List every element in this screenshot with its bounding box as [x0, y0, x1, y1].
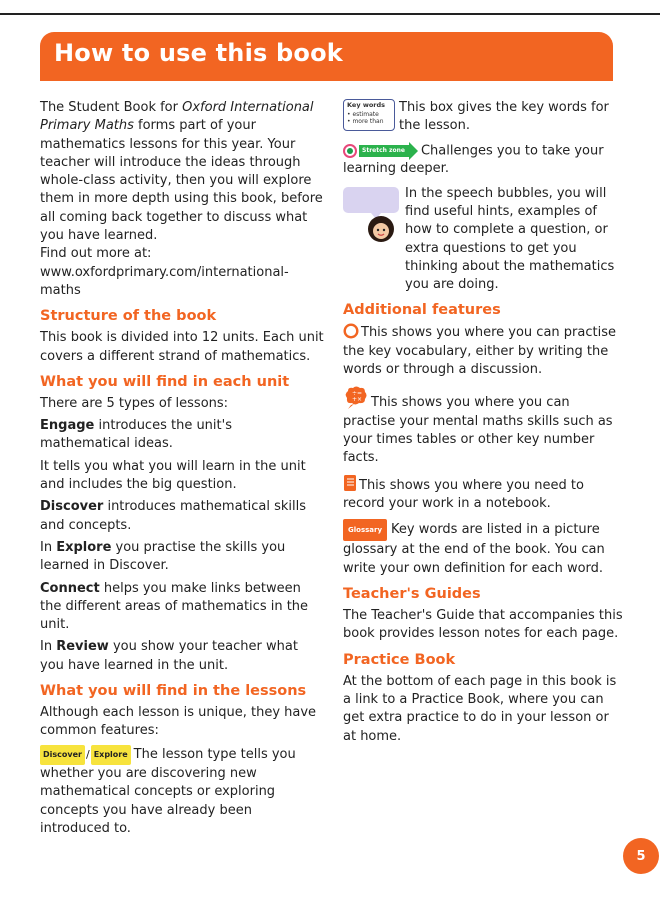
speech-ring-icon — [343, 323, 359, 339]
target-icon — [343, 144, 357, 158]
svg-text:=: = — [357, 390, 363, 398]
lessons-heading: What you will find in the lessons — [40, 683, 307, 700]
glossary-feature: Glossary Key words are listed in a picture glossary at the end of the book. You can write your own definition for each word. — [343, 519, 623, 578]
structure-heading: Structure of the book — [40, 308, 217, 325]
keywords-box: Key words • estimate • more than — [343, 99, 395, 131]
stretch-zone-badge — [343, 142, 418, 160]
units-heading: What you will find in each unit — [40, 373, 290, 390]
keywords-feature — [343, 99, 623, 136]
tag-separator: / — [85, 747, 90, 761]
connect-item: Connect helps you make links between the different areas of mathematics in the unit. — [40, 580, 309, 633]
svg-text:×: × — [357, 396, 363, 404]
arrow-head-icon — [409, 142, 418, 160]
title-banner — [40, 32, 613, 81]
svg-text:÷: ÷ — [352, 390, 358, 398]
teachers-text: The Teacher's Guide that accompanies this book provides lesson notes for each page. — [343, 608, 623, 642]
discover-tag: Discover — [40, 745, 85, 765]
keywords-text: This box gives the key words for the lesson. — [399, 100, 609, 134]
talk-feature: This shows you where you can practise the key vocabulary, either by writing the words or through a discussion. — [343, 325, 616, 378]
lesson-type-item: Discover / Explore The lesson type tells you whether you are discovering new mathematical concepts or exploring concepts you have already been introduced to. — [40, 746, 296, 836]
notebook-feature: This shows you where you need to record your work in a notebook. — [343, 474, 623, 514]
explore-tag: Explore — [91, 745, 131, 765]
mental-maths-icon — [343, 385, 369, 409]
practice-text: At the bottom of each page in this book is a link to a Practice Book, where you can get extra practice to do in your lesson or at home. — [343, 673, 617, 744]
engage-item: Engage introduces the unit's mathematical ideas. — [40, 418, 232, 452]
engage-item-2: It tells you what you will learn in the unit and includes the big question. — [40, 458, 306, 493]
speech-text: In the speech bubbles, you will find useful hints, examples of how to complete a question, or extra questions to get you thinking about the mathematics you are doing. — [405, 185, 615, 293]
stretch-feature: Stretch zone Challenges you to take your learning deeper. — [343, 143, 604, 177]
glossary-tag: Glossary — [343, 519, 387, 541]
notebook-icon — [343, 474, 357, 492]
intro-link: Find out more at: www.oxfordprimary.com/international-maths — [40, 246, 289, 298]
discover-item: Discover introduces mathematical skills and concepts. — [40, 499, 307, 533]
teachers-heading: Teacher's Guides — [343, 586, 481, 603]
top-rule — [0, 13, 660, 15]
structure-text: This book is divided into 12 units. Each unit covers a different strand of mathematics. — [40, 330, 324, 364]
explore-item: In Explore you practise the skills you learned in Discover. — [40, 539, 286, 574]
intro-paragraph: The Student Book for Oxford International Primary Maths forms part of your mathematics lessons for this year. Your teacher will introduce the ideas through whole-class activity, then you will explore them in more depth using this book, before all coming back together to discuss what you have learned. — [40, 100, 323, 244]
page-number: 5 — [623, 838, 659, 874]
right-column — [343, 99, 623, 746]
speech-bubble-icon — [343, 187, 399, 213]
page-title: How to use this book — [54, 39, 343, 67]
mental-feature: ÷ = + × This shows you where you can practise your mental maths skills such as your times tables or other key number facts. — [343, 385, 623, 467]
stretch-zone-label: Stretch zone — [359, 145, 409, 157]
speech-feature — [343, 185, 623, 295]
units-intro: There are 5 types of lessons: — [40, 395, 229, 411]
child-avatar-icon — [367, 215, 395, 243]
lessons-intro: Although each lesson is unique, they have common features: — [40, 705, 317, 739]
practice-heading: Practice Book — [343, 651, 456, 668]
review-item: In Review you show your teacher what you have learned in the unit. — [40, 639, 298, 673]
additional-heading: Additional features — [343, 302, 501, 319]
left-column — [40, 99, 325, 838]
svg-text:+: + — [352, 396, 358, 404]
